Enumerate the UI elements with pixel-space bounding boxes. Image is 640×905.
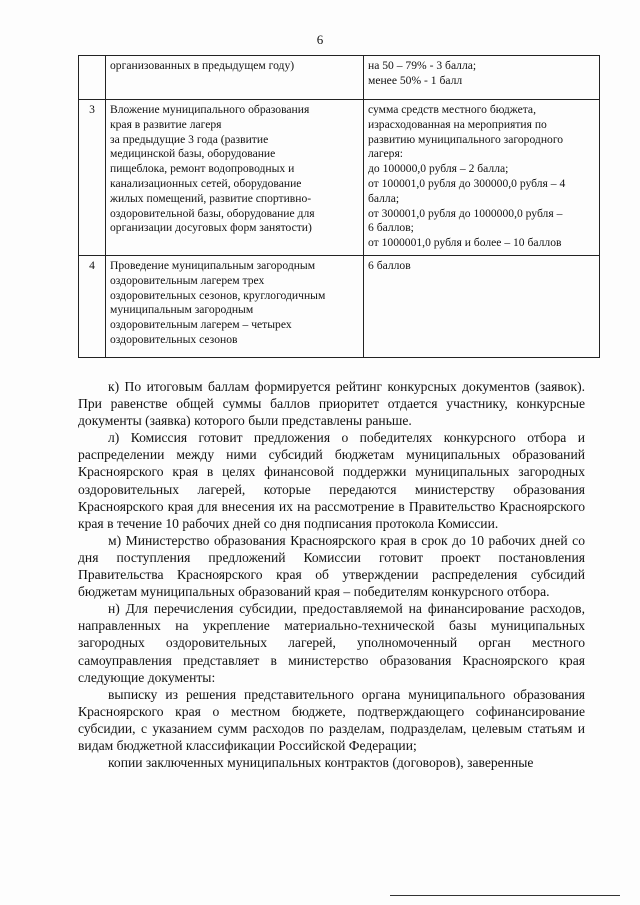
criterion-score xyxy=(364,56,600,100)
table-row xyxy=(79,255,600,357)
paragraph-n: н) Для перечисления субсидии, предоставляемой на финансирование расходов, направленных на укрепление материально-технической базы муниципальных загородных оздоровительных лагерей, уполномоченный орган местного самоуправления представляет в министерство образования Красноярского края следующие документы: xyxy=(78,601,585,685)
criterion-number xyxy=(79,56,106,100)
desc-line: организованных в предыдущем году) xyxy=(110,59,295,72)
score-line: на 50 – 79% - 3 балла; xyxy=(368,59,477,72)
criterion-score xyxy=(364,100,600,256)
score-line: до 100000,0 рубля – 2 балла; xyxy=(368,162,509,176)
score-line: 6 баллов; xyxy=(368,221,414,235)
score-line: развитию муниципального загородного xyxy=(368,132,564,146)
criterion-description xyxy=(106,255,364,357)
bottom-rule xyxy=(390,895,620,896)
desc-line: канализационных сетей, оборудование xyxy=(110,176,302,190)
desc-line: Проведение муниципальным загородным xyxy=(110,258,316,272)
score-line: 6 баллов xyxy=(368,258,411,272)
desc-line: за предыдущие 3 года (развитие xyxy=(110,132,269,146)
table-row xyxy=(79,56,600,100)
page-number: 6 xyxy=(316,32,324,47)
criterion-description xyxy=(106,100,364,256)
body-text xyxy=(78,378,585,771)
criterion-number: 3 xyxy=(79,100,106,256)
score-line: от 1000001,0 рубля и более – 10 баллов xyxy=(368,236,562,250)
score-line: от 300001,0 рубля до 1000000,0 рубля – xyxy=(368,206,563,220)
paragraph-contracts: копии заключенных муниципальных контрактов (договоров), заверенные xyxy=(108,755,534,771)
desc-line: оздоровительной базы, оборудование для xyxy=(110,206,315,220)
paragraph-m: м) Министерство образования Красноярского края в срок до 10 рабочих дней со дня поступления предложений Комиссии готовит проект постановления Правительства Красноярского края об утверждении распределения субсидий бюджетам муниципальных образований края – победителям конкурсного отбора. xyxy=(78,532,585,600)
score-line: менее 50% - 1 балл xyxy=(368,73,463,87)
desc-line: оздоровительных сезонов, круглогодичным xyxy=(110,288,326,302)
criterion-description xyxy=(106,56,364,100)
desc-line: муниципальным загородным xyxy=(110,303,254,317)
desc-line: медицинской базы, оборудование xyxy=(110,147,276,161)
desc-line: Вложение муниципального образования xyxy=(110,103,310,116)
desc-line: оздоровительным лагерем – четырех xyxy=(110,318,292,332)
table-row xyxy=(79,100,600,256)
criterion-number: 4 xyxy=(79,255,106,357)
paragraph-extract: выписку из решения представительного органа муниципального образования Красноярского края о местном бюджете, подтверждающего софинансирование субсидии, с указанием сумм расходов по разделам, подразделам, целевым статьям и видам бюджетной классификации Российской Федерации; xyxy=(78,686,585,753)
paragraph-l: л) Комиссия готовит предложения о победителях конкурсного отбора и распределении между ними субсидий бюджетам муниципальных образований Красноярского края в целях финансовой поддержки муниципальных загородных оздоровительных лагерей, которые передаются министерству образования Красноярского края для внесения их на рассмотрение в Правительство Красноярского края в течение 10 рабочих дней со дня подписания протокола Комиссии. xyxy=(78,430,585,531)
criterion-score xyxy=(364,255,600,357)
score-line: израсходованная на мероприятия по xyxy=(368,117,547,131)
desc-line: организации досуговых форм занятости) xyxy=(110,221,312,235)
score-line: от 100001,0 рубля до 300000,0 рубля – 4 xyxy=(368,176,566,190)
score-line: балла; xyxy=(368,191,400,205)
criteria-table xyxy=(78,55,600,358)
desc-line: пищеблока, ремонт водопроводных и xyxy=(110,162,295,176)
paragraph-k: к) По итоговым баллам формируется рейтинг конкурсных документов (заявок). При равенстве общей суммы баллов приоритет отдается участнику, конкурсные документы (заявка) которого были представлены раньше. xyxy=(78,379,585,429)
score-line: лагеря: xyxy=(368,147,404,161)
desc-line: оздоровительным лагерем трех xyxy=(110,273,265,287)
desc-line: края в развитие лагеря xyxy=(110,117,222,131)
score-line: сумма средств местного бюджета, xyxy=(368,103,536,116)
desc-line: оздоровительных сезонов xyxy=(110,332,238,346)
desc-line: жилых помещений, развитие спортивно- xyxy=(110,191,312,205)
